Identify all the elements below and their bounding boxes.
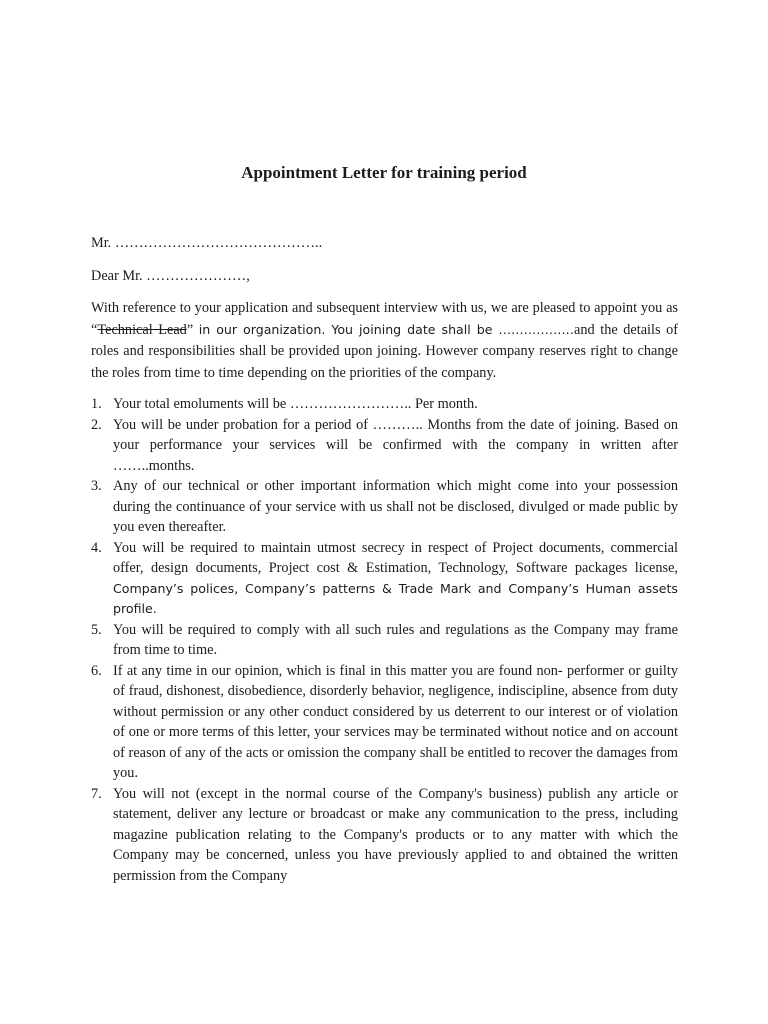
clause-number: 5. bbox=[91, 621, 102, 638]
clause-item bbox=[91, 784, 678, 887]
clause-text: Your total emoluments will be …………………….. Per month. bbox=[113, 396, 478, 412]
intro-paragraph bbox=[91, 298, 678, 384]
recipient-line: Mr. …………………………………….. bbox=[91, 235, 323, 251]
clause-item bbox=[91, 661, 678, 784]
clause-text: You will be required to comply with all such rules and regulations as the Company may frame from time to time. bbox=[113, 621, 678, 658]
clause-number: 4. bbox=[91, 539, 102, 556]
intro-text-1: With reference to your application and subsequent interview with us, we are pleased to appoint you as “ bbox=[91, 300, 678, 339]
intro-text-3: in our organization. You joining date shall be ……………… bbox=[198, 322, 575, 338]
clause-text-tail: Company’s polices, Company’s patterns & Trade Mark and Company’s Human assets profile. bbox=[113, 580, 678, 616]
clause-text: You will be under probation for a period of ……….. Months from the date of joining. Based on your performance your services will be confirmed with the company in written after ……..months. bbox=[113, 416, 678, 474]
clause-item bbox=[91, 394, 678, 415]
salutation: Dear Mr. …………………, bbox=[91, 268, 250, 284]
clause-item bbox=[91, 620, 678, 661]
clause-item bbox=[91, 415, 678, 477]
clause-item bbox=[91, 476, 678, 538]
clause-number: 7. bbox=[91, 785, 102, 802]
clause-text: You will not (except in the normal course of the Company's business) publish any article or statement, deliver any lecture or broadcast or make any communication to the press, including magazine publication relating to the Company's products or to any matter with which the Company may be concerned, unless you have previously applied to and obtained the written permission from the Company bbox=[113, 785, 678, 884]
clause-number: 2. bbox=[91, 416, 102, 433]
clause-text: If at any time in our opinion, which is final in this matter you are found non- performer or guilty of fraud, dishonest, disobedience, disorderly behavior, negligence, indiscipline, absence from duty without permission or any other conduct considered by us deterrent to our interest or of violation of one or more terms of this letter, your services may be terminated without notice and on account of reason of any of the acts or omission the company shall be entitled to recover the damages from you. bbox=[113, 662, 678, 781]
clause-number: 3. bbox=[91, 478, 102, 494]
struck-role: Technical Lead bbox=[97, 322, 187, 339]
intro-text-2: ” bbox=[186, 322, 199, 339]
clause-item bbox=[91, 538, 678, 620]
clause-number: 1. bbox=[91, 396, 102, 412]
page-title: Appointment Letter for training period bbox=[241, 163, 527, 182]
clause-text: Any of our technical or other important information which might come into your possession during the continuance of your service with us shall not be disclosed, divulged or made public by you even thereafter. bbox=[113, 478, 678, 535]
clause-text: You will be required to maintain utmost secrecy in respect of Project documents, commercial offer, design documents, Project cost & Estimation, Technology, Software packages license, bbox=[113, 539, 678, 576]
clause-list bbox=[91, 394, 678, 886]
intro-text-4: and the details of roles and responsibilities shall be provided upon joining. However company reserves right to change the roles from time to time depending on the priorities of the company. bbox=[91, 322, 679, 381]
clause-number: 6. bbox=[91, 662, 102, 679]
